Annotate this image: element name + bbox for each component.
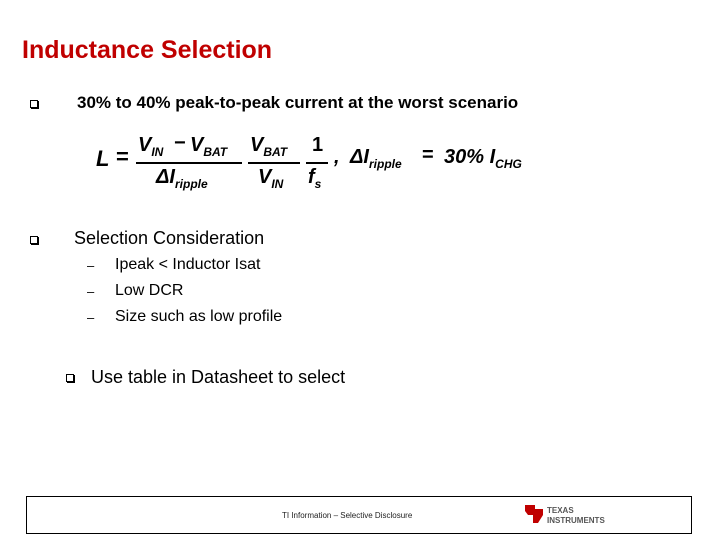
formula-eq: = <box>116 144 129 169</box>
bullet-square-1 <box>30 100 38 108</box>
formula-comma: , <box>334 146 340 168</box>
fraction-bar-2 <box>248 162 300 164</box>
formula-num1: $V_{IN}$ <box>138 134 164 159</box>
bullet-text-1: 30% to 40% peak-to-peak current at the worst scenario <box>77 93 519 112</box>
formula-minus: − <box>174 132 186 154</box>
formula-den1: $\Delta I_{ripple}$ <box>156 166 208 191</box>
formula-lhs: L <box>96 146 110 171</box>
formula-rhs-val: 30% $I_{CHG}$ <box>444 146 522 171</box>
formula-rhs-delta: $\Delta I_{ripple}$ <box>350 146 402 171</box>
logo-text-line2: INSTRUMENTS <box>547 516 605 525</box>
sub-item-2: Low DCR <box>115 282 184 299</box>
formula-num2: $V_{BAT}$ <box>250 134 288 159</box>
sub-item-1: Ipeak < Inductor Isat <box>115 256 261 273</box>
fraction-bar-1 <box>136 162 242 164</box>
sub-dash-1: – <box>87 258 95 273</box>
footer-box <box>26 496 692 534</box>
formula-den3: $f_s$ <box>308 166 322 191</box>
bullet-square-3 <box>66 374 74 382</box>
bullet-text-2: Selection Consideration <box>74 228 265 248</box>
formula-rhs-eq: = <box>422 144 434 166</box>
logo-text-line1: TEXAS <box>547 506 574 515</box>
sub-dash-2: – <box>87 284 95 299</box>
texas-instruments-logo-icon <box>523 503 545 525</box>
fraction-bar-3 <box>306 162 328 164</box>
formula-num1b: $V_{BAT}$ <box>190 134 228 159</box>
formula-den2: $V_{IN}$ <box>258 166 284 191</box>
sub-dash-3: – <box>87 310 95 325</box>
slide-title: Inductance Selection <box>22 36 273 64</box>
bullet-square-2 <box>30 236 38 244</box>
sub-item-3: Size such as low profile <box>115 308 283 325</box>
inductance-formula <box>96 130 536 196</box>
footer-disclosure-text: TI Information – Selective Disclosure <box>282 511 413 520</box>
bullet-text-3: Use table in Datasheet to select <box>91 367 346 387</box>
formula-num3: 1 <box>312 134 324 156</box>
